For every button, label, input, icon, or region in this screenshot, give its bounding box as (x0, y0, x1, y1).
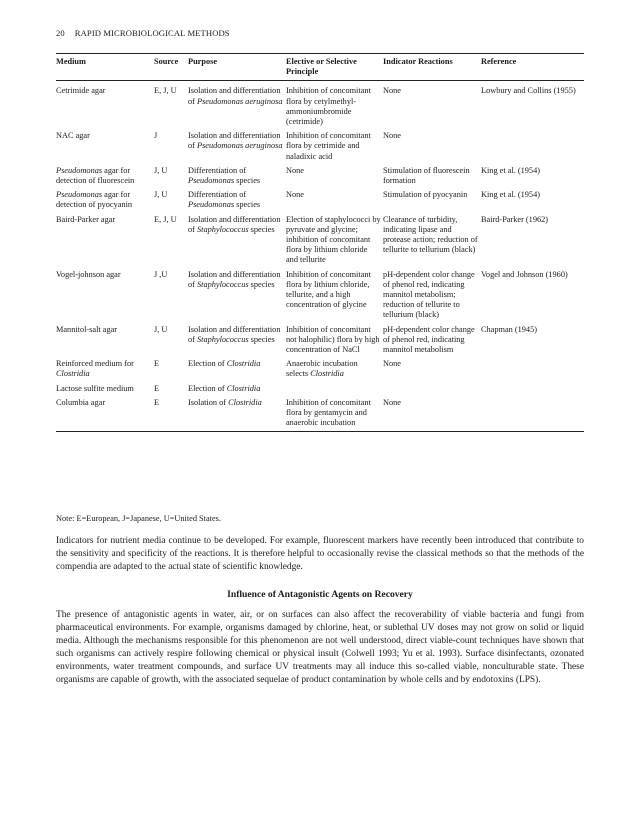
italic-text: Clostridia (226, 359, 261, 369)
medium-cell (56, 380, 154, 394)
source-cell: E, J, U (154, 214, 177, 224)
principle-cell (286, 186, 383, 210)
reference-cell: Chapman (1945) (481, 324, 537, 334)
text: None (383, 131, 401, 141)
medium-cell (56, 394, 154, 431)
table-row (56, 321, 584, 356)
principle-cell (286, 380, 383, 394)
text: Stimulation of pyocyanin (383, 190, 468, 200)
text: Baird-Parker agar (56, 214, 116, 224)
paragraph-indicators: Indicators for nutrient media continue to be developed. For example, fluorescent markers have recently been introduced that contribute to the sensitivity and specificity of the reactions. It is therefore helpful to occasionally revise the classical methods so that the methods of the compendia are adapted to the actual state of scientific knowledge. (56, 536, 584, 573)
text: Election of staphylococci by pyruvate and glycine; inhibition of concomitant flora by lithium chloride and tellurite (286, 214, 381, 265)
medium-cell (56, 211, 154, 266)
text: Columbia agar (56, 397, 106, 407)
principle-cell (286, 321, 383, 356)
text: pH-dependent color change of phenol red, indicating mannitol metabolism (383, 324, 475, 355)
italic-text: Pseudomonas aeruginosa (197, 141, 283, 151)
text: Inhibition of concomitant flora by lithium chloride, tellurite, and a high concentration of glycine (286, 269, 371, 310)
table-row (56, 211, 584, 266)
section-heading: Influence of Antagonistic Agents on Recovery (227, 589, 413, 600)
table-row (56, 162, 584, 186)
source-cell: J ,U (154, 269, 168, 279)
italic-text: Clostridia (228, 397, 262, 407)
indicator-cell (383, 380, 481, 394)
table-row (56, 394, 584, 431)
italic-text: Pseudomonas (56, 165, 103, 175)
principle-cell (286, 81, 383, 127)
source-cell: J, U (154, 165, 168, 175)
table-row (56, 127, 584, 162)
text: Election of (188, 359, 227, 369)
column-header: Purpose (188, 55, 286, 81)
text: Inhibition of concomitant flora by cetylmethyl-ammoniumbromide (cetrimide) (286, 86, 371, 127)
purpose-cell (188, 380, 286, 394)
medium-cell (56, 321, 154, 356)
purpose-cell (188, 321, 286, 356)
purpose-cell (188, 355, 286, 379)
italic-text: Staphylococcus (197, 279, 249, 289)
source-cell: E (154, 383, 160, 393)
text: Anaerobic incubation selects (286, 359, 358, 379)
reference-cell (481, 394, 584, 431)
text: Isolation and differentiation of (188, 269, 281, 289)
indicator-cell (383, 266, 481, 321)
reference-cell (481, 127, 584, 162)
text: agar for detection of pyocyanin (56, 190, 133, 210)
reference-cell: Baird-Parker (1962) (481, 214, 549, 224)
reference-cell: Lowbury and Collins (1955) (481, 86, 576, 96)
principle-cell (286, 394, 383, 431)
text: Lactose sulfite medium (56, 383, 134, 393)
purpose-cell (188, 211, 286, 266)
indicator-cell (383, 186, 481, 210)
italic-text: Pseudomonas (188, 200, 235, 210)
table-row (56, 186, 584, 210)
purpose-cell (188, 81, 286, 127)
indicator-cell (383, 162, 481, 186)
text: Reinforced medium for (56, 359, 134, 369)
source-cell: E, J, U (154, 86, 177, 96)
text: Clearance of turbidity, indicating lipase and protease action; reduction of tellurite to tellurium (black) (383, 214, 478, 255)
indicator-cell (383, 355, 481, 379)
text: None (383, 397, 401, 407)
text: Isolation and differentiation of (188, 86, 281, 106)
running-head (56, 28, 230, 38)
purpose-cell (188, 186, 286, 210)
column-header: Medium (56, 55, 154, 81)
text: Inhibition of concomitant flora by gentamycin and anaerobic incubation (286, 397, 371, 428)
column-header: Indicator Reactions (383, 55, 481, 81)
text: Isolation of (188, 397, 229, 407)
text: Election of (188, 383, 227, 393)
text: Inhibition of concomitant not halophilic) flora by high concentration of NaCl (286, 324, 380, 355)
source-cell: J, U (154, 190, 168, 200)
indicator-cell (383, 321, 481, 356)
text: None (383, 86, 401, 96)
source-cell: E (154, 359, 160, 369)
italic-text: Staphylococcus (197, 334, 249, 344)
italic-text: Pseudomonas aeruginosa (197, 96, 283, 106)
principle-cell (286, 211, 383, 266)
medium-cell (56, 162, 154, 186)
purpose-cell (188, 162, 286, 186)
italic-text: Pseudomonas (188, 176, 235, 186)
text: species (234, 200, 261, 210)
culture-media-table (56, 55, 584, 432)
text: None (383, 359, 401, 369)
table-top-rule (56, 53, 584, 54)
text: Isolation and differentiation of (188, 131, 281, 151)
indicator-cell (383, 81, 481, 127)
medium-cell (56, 266, 154, 321)
table-body (56, 81, 584, 431)
text: Inhibition of concomitant flora by cetrimide and naladixic acid (286, 131, 371, 161)
principle-cell (286, 355, 383, 379)
source-cell: J (154, 131, 158, 141)
purpose-cell (188, 394, 286, 431)
medium-cell (56, 355, 154, 379)
text: None (286, 165, 304, 175)
reference-cell (481, 355, 584, 379)
source-cell: J, U (154, 324, 168, 334)
italic-text: Pseudomonas (56, 190, 103, 200)
italic-text: Staphylococcus (197, 224, 249, 234)
italic-text: Clostridia (310, 369, 344, 379)
text: Differentiation of (188, 190, 247, 200)
text: pH-dependent color change of phenol red, indicating mannitol metabolism; reduction of tellurite to tellurium (black) (383, 269, 475, 320)
table-row (56, 266, 584, 321)
text: Cetrimide agar (56, 86, 106, 96)
italic-text: Clostridia (56, 369, 90, 379)
text: Mannitol-salt agar (56, 324, 118, 334)
reference-cell: King et al. (1954) (481, 165, 540, 175)
text: NAC agar (56, 131, 90, 141)
column-header: Source (154, 55, 188, 81)
purpose-cell (188, 127, 286, 162)
principle-cell (286, 162, 383, 186)
text: None (286, 190, 304, 200)
text: Stimulation of fluorescein formation (383, 165, 470, 186)
text: Vogel-johnson agar (56, 269, 121, 279)
text: Isolation and differentiation of (188, 324, 281, 344)
medium-cell (56, 186, 154, 210)
text: species (234, 176, 261, 186)
page-number: 20 (56, 28, 65, 38)
running-title: RAPID MICROBIOLOGICAL METHODS (74, 28, 230, 38)
source-cell: E (154, 394, 188, 431)
reference-cell: King et al. (1954) (481, 190, 540, 200)
reference-cell (481, 380, 584, 394)
purpose-cell (188, 266, 286, 321)
medium-cell (56, 127, 154, 162)
table-header-row (56, 55, 584, 81)
column-header: Elective or Selective Principle (286, 55, 383, 81)
table-row (56, 380, 584, 394)
indicator-cell (383, 394, 481, 431)
text: Differentiation of (188, 165, 247, 175)
table-note: Note: E=European, J=Japanese, U=United States. (56, 514, 221, 523)
column-header: Reference (481, 55, 584, 81)
text: species (248, 279, 275, 289)
medium-cell (56, 81, 154, 127)
text: species (248, 334, 275, 344)
table-row (56, 81, 584, 127)
indicator-cell (383, 211, 481, 266)
principle-cell (286, 266, 383, 321)
principle-cell (286, 127, 383, 162)
text: agar for detection of fluorescein (56, 165, 135, 186)
table-row (56, 355, 584, 379)
text: Isolation and differentiation of (188, 214, 281, 234)
text: species (248, 224, 275, 234)
reference-cell: Vogel and Johnson (1960) (481, 269, 568, 279)
indicator-cell (383, 127, 481, 162)
italic-text: Clostridia (226, 383, 261, 393)
paragraph-antagonistic-agents: The presence of antagonistic agents in water, air, or on surfaces can also affect the recoverability of viable bacteria and fungi from pharmaceutical environments. For example, organisms damaged by chlorine, heat, or sublethal UV doses may not grow on solid or liquid media. Although the mechanisms responsible for this phenomenon are not well understood, direct viable-count techniques have shown that such organisms can actively respire following chemical or physical insult (Colwell 1993; Yu et al. 1993). Surface disinfectants, ozonated environments, water treatment compounds, and surface UV treatments may all induce this so-called viable, nonculturable state. These organisms are capable of growth, with the associated sequelae of product contamination by whole cells and by endotoxins (LPS). (56, 610, 584, 686)
